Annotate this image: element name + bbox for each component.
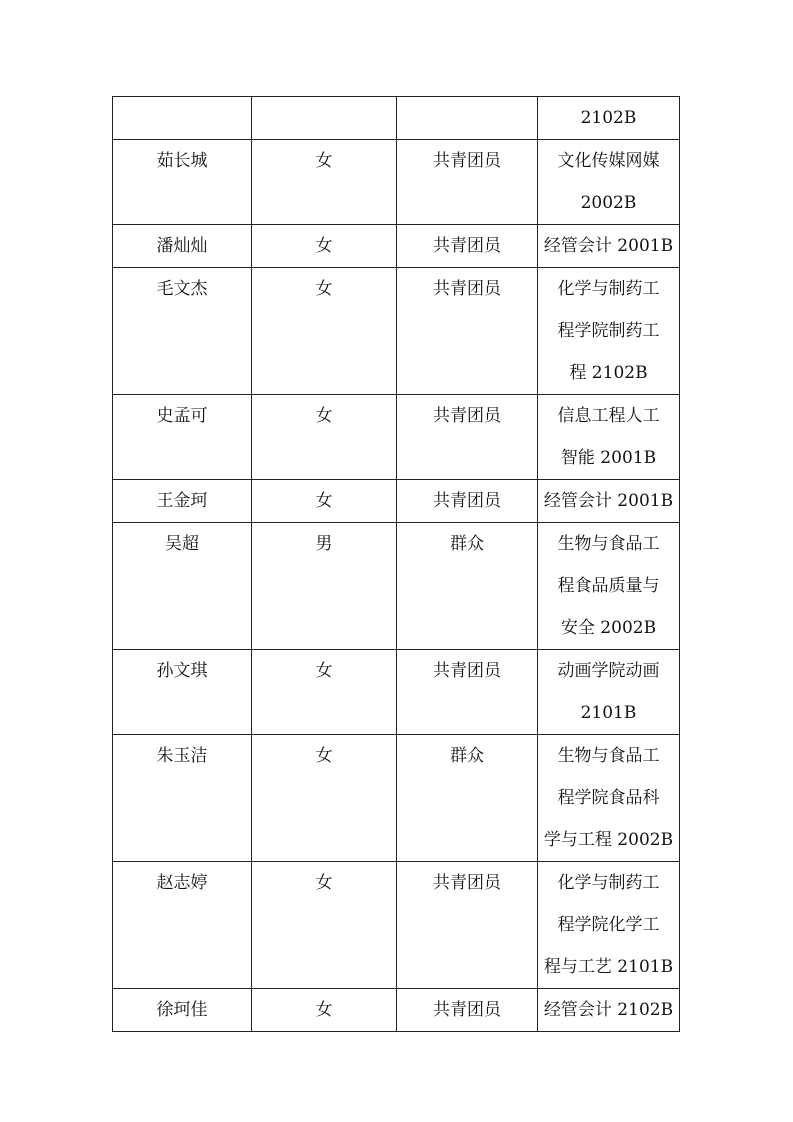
political-status-cell: 群众 — [397, 735, 538, 862]
name-cell: 吴超 — [113, 523, 252, 650]
name-cell: 潘灿灿 — [113, 225, 252, 268]
political-status-cell — [397, 97, 538, 140]
table-row — [113, 989, 680, 1032]
political-status-cell: 共青团员 — [397, 650, 538, 735]
class-cell: 生物与食品工 程学院食品科 学与工程 2002B — [538, 735, 680, 862]
name-cell — [113, 97, 252, 140]
name-cell: 茹长城 — [113, 140, 252, 225]
gender-cell: 男 — [252, 523, 397, 650]
political-status-cell: 共青团员 — [397, 268, 538, 395]
name-cell: 徐珂佳 — [113, 989, 252, 1032]
political-status-cell: 共青团员 — [397, 395, 538, 480]
table-row — [113, 735, 680, 862]
name-cell: 朱玉洁 — [113, 735, 252, 862]
gender-cell: 女 — [252, 862, 397, 989]
political-status-cell: 共青团员 — [397, 480, 538, 523]
class-cell: 化学与制药工 程学院制药工 程 2102B — [538, 268, 680, 395]
table-row — [113, 225, 680, 268]
table-row — [113, 480, 680, 523]
political-status-cell: 共青团员 — [397, 989, 538, 1032]
gender-cell: 女 — [252, 989, 397, 1032]
class-cell: 文化传媒网媒 2002B — [538, 140, 680, 225]
gender-cell — [252, 97, 397, 140]
gender-cell: 女 — [252, 395, 397, 480]
name-cell: 王金珂 — [113, 480, 252, 523]
member-table — [112, 96, 680, 1032]
class-cell: 化学与制药工 程学院化学工 程与工艺 2101B — [538, 862, 680, 989]
table-row — [113, 140, 680, 225]
class-cell: 动画学院动画 2101B — [538, 650, 680, 735]
class-cell: 经管会计 2001B — [538, 480, 680, 523]
name-cell: 史孟可 — [113, 395, 252, 480]
table-row — [113, 862, 680, 989]
gender-cell: 女 — [252, 480, 397, 523]
political-status-cell: 共青团员 — [397, 225, 538, 268]
gender-cell: 女 — [252, 268, 397, 395]
gender-cell: 女 — [252, 735, 397, 862]
name-cell: 赵志婷 — [113, 862, 252, 989]
class-cell: 经管会计 2001B — [538, 225, 680, 268]
table-row — [113, 523, 680, 650]
political-status-cell: 共青团员 — [397, 862, 538, 989]
class-cell: 经管会计 2102B — [538, 989, 680, 1032]
class-cell: 信息工程人工 智能 2001B — [538, 395, 680, 480]
political-status-cell: 共青团员 — [397, 140, 538, 225]
table-row-continuation — [113, 97, 680, 140]
class-cell: 生物与食品工 程食品质量与 安全 2002B — [538, 523, 680, 650]
class-cell: 2102B — [538, 97, 680, 140]
name-cell: 孙文琪 — [113, 650, 252, 735]
gender-cell: 女 — [252, 225, 397, 268]
gender-cell: 女 — [252, 650, 397, 735]
table-row — [113, 395, 680, 480]
political-status-cell: 群众 — [397, 523, 538, 650]
name-cell: 毛文杰 — [113, 268, 252, 395]
table-row — [113, 650, 680, 735]
table-row — [113, 268, 680, 395]
gender-cell: 女 — [252, 140, 397, 225]
